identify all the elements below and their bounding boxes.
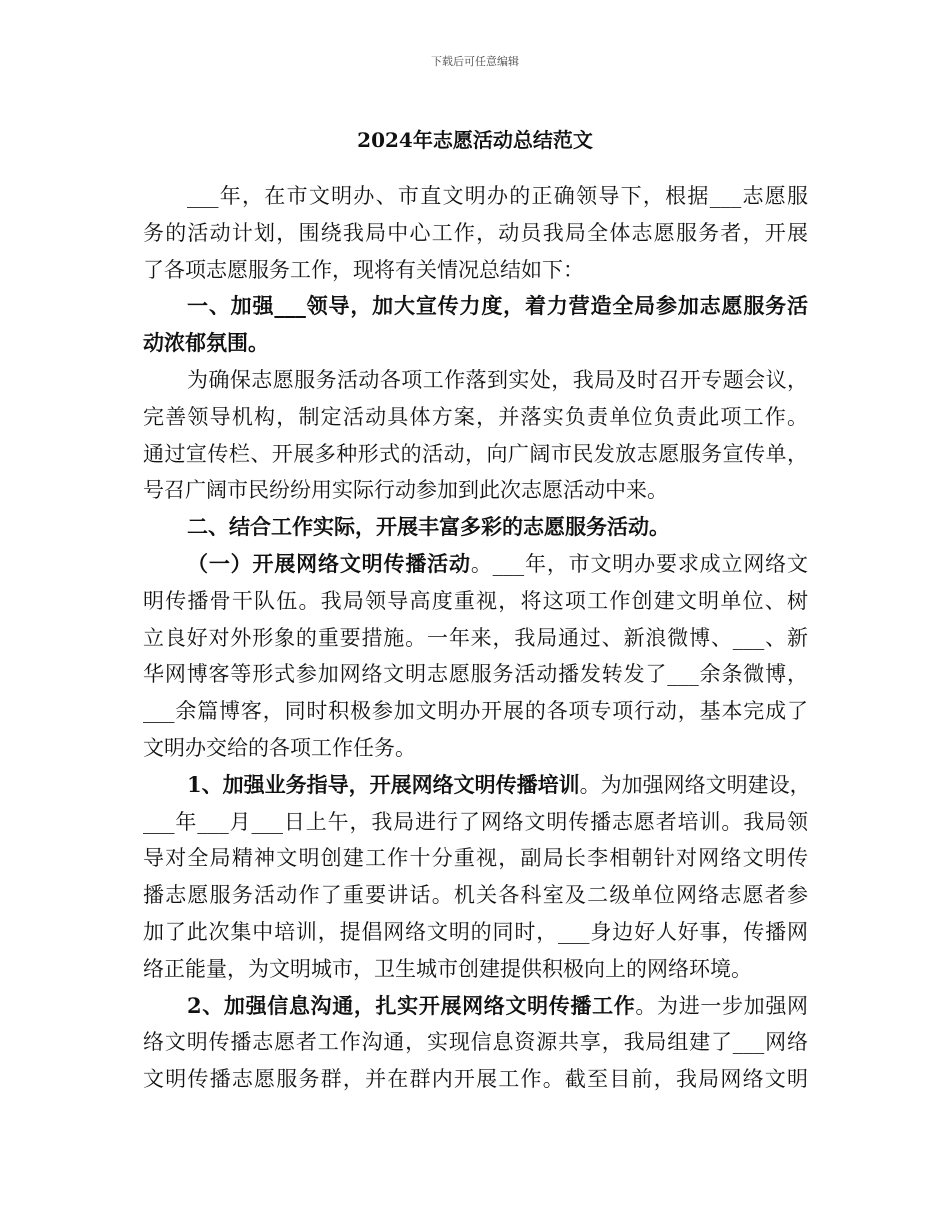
- body-text: 号召广阔市民纷纷用实际行动参加到此次志愿活动中来。: [143, 478, 668, 503]
- body-text: ___年___月___日上午，我局进行了网络文明传播志愿者培训。我局领: [143, 809, 808, 834]
- text-line: [143, 840, 808, 877]
- text-line: [143, 877, 808, 914]
- body-text: 明传播骨干队伍。我局领导高度重视，将这项工作创建文明单位、树: [143, 588, 808, 613]
- text-line: [143, 252, 808, 289]
- bold-heading-text: 1、加强业务指导，开展网络文明传播培训: [187, 771, 580, 797]
- bold-heading-text: 一、加强___领导，加大宣传力度，着力营造全局参加志愿服务活: [187, 293, 808, 319]
- body-text: ___余篇博客，同时积极参加文明办开展的各项专项行动，基本完成了: [143, 699, 808, 724]
- text-line: [143, 215, 808, 252]
- body-text: 络正能量，为文明城市，卫生城市创建提供积极向上的网络环境。: [143, 956, 752, 981]
- bold-heading-text: 动浓郁氛围。: [143, 330, 269, 356]
- text-line: [143, 509, 808, 546]
- text-line: [143, 1024, 808, 1061]
- text-line: [143, 546, 808, 583]
- text-line: [143, 436, 808, 473]
- body-text: 。为加强网络文明建设，: [579, 772, 811, 797]
- body-text: 文明办交给的各项工作任务。: [143, 735, 416, 760]
- text-line: [143, 1061, 808, 1098]
- body-text: 务的活动计划，围绕我局中心工作，动员我局全体志愿服务者，开展: [143, 220, 808, 245]
- bold-heading-text: 2、加强信息沟通，扎实开展网络文明传播工作: [187, 992, 636, 1018]
- body-text: ___年，在市文明办、市直文明办的正确领导下，根据___志愿服: [187, 184, 808, 208]
- text-line: [143, 288, 808, 325]
- document-body: [143, 178, 811, 1098]
- text-line: [143, 767, 811, 804]
- body-text: 播志愿服务活动作了重要讲话。机关各科室及二级单位网络志愿者参: [143, 883, 808, 908]
- text-line: [143, 399, 808, 436]
- body-text: 完善领导机构，制定活动具体方案，并落实负责单位负责此项工作。: [143, 404, 808, 429]
- document-title: 2024年志愿活动总结范文: [357, 128, 593, 152]
- text-line: [143, 988, 808, 1025]
- text-line: [143, 362, 808, 399]
- bold-heading-text: （一）开展网络文明传播活动: [187, 550, 471, 576]
- body-text: 了各项志愿服务工作，现将有关情况总结如下：: [143, 257, 584, 282]
- body-text: 立良好对外形象的重要措施。一年来，我局通过、新浪微博、___、新: [143, 625, 808, 650]
- body-text: 。___年，市文明办要求成立网络文: [470, 551, 809, 576]
- text-line: [143, 325, 808, 362]
- body-text: 络文明传播志愿者工作沟通，实现信息资源共享，我局组建了___网络: [143, 1030, 808, 1055]
- bold-heading-text: 二、结合工作实际，开展丰富多彩的志愿服务活动。: [187, 514, 670, 540]
- body-text: 。为进一步加强网: [635, 993, 808, 1018]
- body-text: 华网博客等形式参加网络文明志愿服务活动播发转发了___余条微博，: [143, 662, 808, 687]
- text-line: [143, 730, 808, 767]
- text-line: [143, 693, 808, 730]
- text-line: [143, 620, 808, 657]
- text-line: [143, 914, 808, 951]
- text-line: [143, 804, 808, 841]
- text-line: [143, 951, 808, 988]
- body-text: 导对全局精神文明创建工作十分重视，副局长李相朝针对网络文明传: [143, 846, 808, 871]
- body-text: 通过宣传栏、开展多种形式的活动，向广阔市民发放志愿服务宣传单，: [143, 441, 808, 466]
- text-line: [143, 583, 808, 620]
- body-text: 加了此次集中培训，提倡网络文明的同时，___身边好人好事，传播网: [143, 919, 808, 944]
- text-line: [143, 472, 808, 509]
- body-text: 文明传播志愿服务群，并在群内开展工作。截至目前，我局网络文明: [143, 1067, 808, 1092]
- text-line: [143, 178, 808, 215]
- text-line: [143, 656, 808, 693]
- body-text: 为确保志愿服务活动各项工作落到实处，我局及时召开专题会议，: [187, 367, 808, 392]
- page-header: 下载后可任意编辑: [431, 55, 519, 68]
